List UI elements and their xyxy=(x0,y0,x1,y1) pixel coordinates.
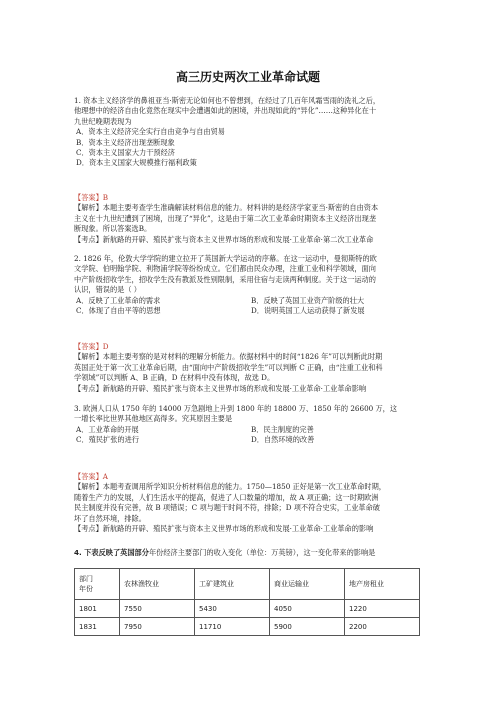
table-cell: 7950 xyxy=(120,618,195,636)
question-3-option-a: A．工业革命的开展 xyxy=(76,424,139,434)
table-cell: 4050 xyxy=(270,600,345,618)
table-header-cell: 地产房租业 xyxy=(345,569,420,600)
question-3-option-c: C．殖民扩张的进行 xyxy=(76,435,140,445)
question-2-option-b: B．反映了英国工业资产阶级的壮大 xyxy=(251,295,365,305)
question-2-analysis-line: 学领域”可以判断 A、B 正确，D 在材料中没有体现，故选 D。 xyxy=(74,373,275,383)
question-2-stem-line: 2. 1826 年，伦敦大学学院的建立拉开了英国新大学运动的序幕。在这一运动中，曼彻斯特的欧 xyxy=(74,254,377,263)
question-2-stem-line: 认识，错误的是（ ） xyxy=(74,285,141,295)
question-1-answer: 【答案】B xyxy=(74,193,109,202)
question-2-option-d: D．说明英国工人运动获得了新发展 xyxy=(251,305,365,315)
question-3-analysis-line: 民主制度并没有完善，故 B 项错误；C 项与题干时间不符，排除；D 项不符合史实，工业革命破 xyxy=(74,503,380,513)
question-1-option-b: B．资本主义经济出现垄断现象 xyxy=(76,137,175,147)
question-3-options-row xyxy=(74,425,426,435)
question-3-analysis-line: 坏了自然环境，排除。 xyxy=(74,513,146,523)
table-cell: 5430 xyxy=(195,600,270,618)
corner-year-label: 年份 xyxy=(79,585,93,593)
document-title: 高三历史两次工业革命试题 xyxy=(175,70,320,84)
table-header-cell: 农林渔牧业 xyxy=(120,569,195,600)
question-2-option-c: C．体现了自由平等的思想 xyxy=(76,305,161,315)
question-3-point: 【考点】新航路的开辟、殖民扩张与资本主义世界市场的形成和发展·工业革命·工业革命的影响 xyxy=(74,523,374,533)
question-2-options-row xyxy=(74,296,426,306)
question-1-analysis-line: 断现象。所以答案选B。 xyxy=(74,224,152,234)
question-1 xyxy=(74,96,426,169)
question-2 xyxy=(74,254,426,316)
question-3-analysis-line: 【解析】本题考查调用所学知识分析材料信息的能力。1750—1850 正好是第一次工业革命时期， xyxy=(74,482,386,492)
question-3-solution xyxy=(74,472,426,534)
question-2-solution xyxy=(74,342,426,394)
question-1-option-a: A．资本主义经济完全实行自由竞争与自由贸易 xyxy=(76,127,225,137)
table-row xyxy=(75,618,420,636)
question-2-point: 【考点】新航路的开辟、殖民扩张与资本主义世界市场的形成和发展·工业革命·工业革命影响 xyxy=(74,383,367,393)
table-header-row xyxy=(75,569,420,600)
question-1-analysis-line: 【解析】本题主要考查学生准确解读材料信息的能力。材料讲的是经济学家亚当·斯密的自由资本 xyxy=(74,203,379,213)
question-4-rest: 年份经济主要部门的收入变化（单位：万英镑），这一变化带来的影响是 xyxy=(148,548,376,557)
question-3-option-d: D．自然环境的改善 xyxy=(251,435,315,445)
corner-sector-label: 部门 xyxy=(79,575,93,583)
question-2-answer: 【答案】D xyxy=(74,342,109,351)
question-1-solution xyxy=(74,193,426,245)
question-3-answer: 【答案】A xyxy=(74,472,108,481)
question-4 xyxy=(74,548,426,558)
question-1-stem-line: 他理想中的经济自由化竟然在现实中会遭遇如此的困境，并出现如此的“异化”……这种异化在十 xyxy=(74,106,377,116)
table-row xyxy=(75,600,420,618)
question-1-option-c: C．资本主义国家大力干预经济 xyxy=(76,147,175,157)
question-2-options-row xyxy=(74,306,426,316)
income-table xyxy=(74,568,420,636)
question-2-analysis-line: 英国正处于第一次工业革命后期，由“面向中产阶级招收学生”可以判断 C 正确，由“注重工业和科 xyxy=(74,362,383,372)
table-cell: 2200 xyxy=(345,618,420,636)
question-1-analysis-line: 主义在十九世纪遭到了困境，出现了“异化”，这是由于第二次工业革命时期资本主义经济出现垄 xyxy=(74,213,377,223)
question-3-stem-line: 一增长率比世界其他地区高得多。究其原因主要是 xyxy=(74,414,233,424)
table-cell: 1831 xyxy=(75,618,120,636)
question-3 xyxy=(74,404,426,446)
question-3-stem-line: 3. 欧洲人口从 1750 年的 14000 万急剧地上升到 1800 年的 18800 万、1850 年的 26600 万，这 xyxy=(74,404,398,413)
question-4-lead: 4. 下表反映了英国部分 xyxy=(74,548,149,557)
table-cell: 5900 xyxy=(270,618,345,636)
question-2-option-a: A．反映了工业革命的需求 xyxy=(76,295,161,305)
table-cell: 1801 xyxy=(75,600,120,618)
table-cell: 7550 xyxy=(120,600,195,618)
question-1-point: 【考点】新航路的开辟、殖民扩张与资本主义世界市场的形成和发展·工业革命·第二次工业革命 xyxy=(74,234,374,244)
question-3-option-b: B．民主制度的完善 xyxy=(251,424,314,434)
question-2-analysis-line: 【解析】本题主要考察的是对材料的理解分析能力。依据材料中的时间“1826 年”可以判断此时期 xyxy=(74,352,383,362)
question-4-stem-line xyxy=(74,548,426,558)
table-cell: 1220 xyxy=(345,600,420,618)
question-1-stem-line: 九世纪晚期表现为 xyxy=(74,116,132,126)
question-1-stem-line: 1. 资本主义经济学的鼻祖亚当·斯密无论如何也不曾想到，在经过了几百年风霜雪雨的洗礼之后， xyxy=(74,96,381,105)
table-header-cell: 工矿建筑业 xyxy=(195,569,270,600)
table-header-cell: 商业运输业 xyxy=(270,569,345,600)
question-3-analysis-line: 随着生产力的发展，人们生活水平的提高，促进了人口数量的增加，故 A 项正确；这一时期欧洲 xyxy=(74,492,379,502)
question-2-stem-line: 文学院、伯明翰学院、利物浦学院等纷纷成立。它们都由民众办理，注重工业和科学领域，面向 xyxy=(74,264,376,274)
table-cell: 11710 xyxy=(195,618,270,636)
table-corner-cell xyxy=(75,569,120,600)
question-3-options-row xyxy=(74,435,426,445)
question-1-option-d: D．资本主义国家大规模推行福利政策 xyxy=(76,158,197,168)
question-2-stem-line: 中产阶级招收学生，招收学生没有教派及性别限制，采用住宿与走读两种制度。关于这一运动的 xyxy=(74,274,376,284)
